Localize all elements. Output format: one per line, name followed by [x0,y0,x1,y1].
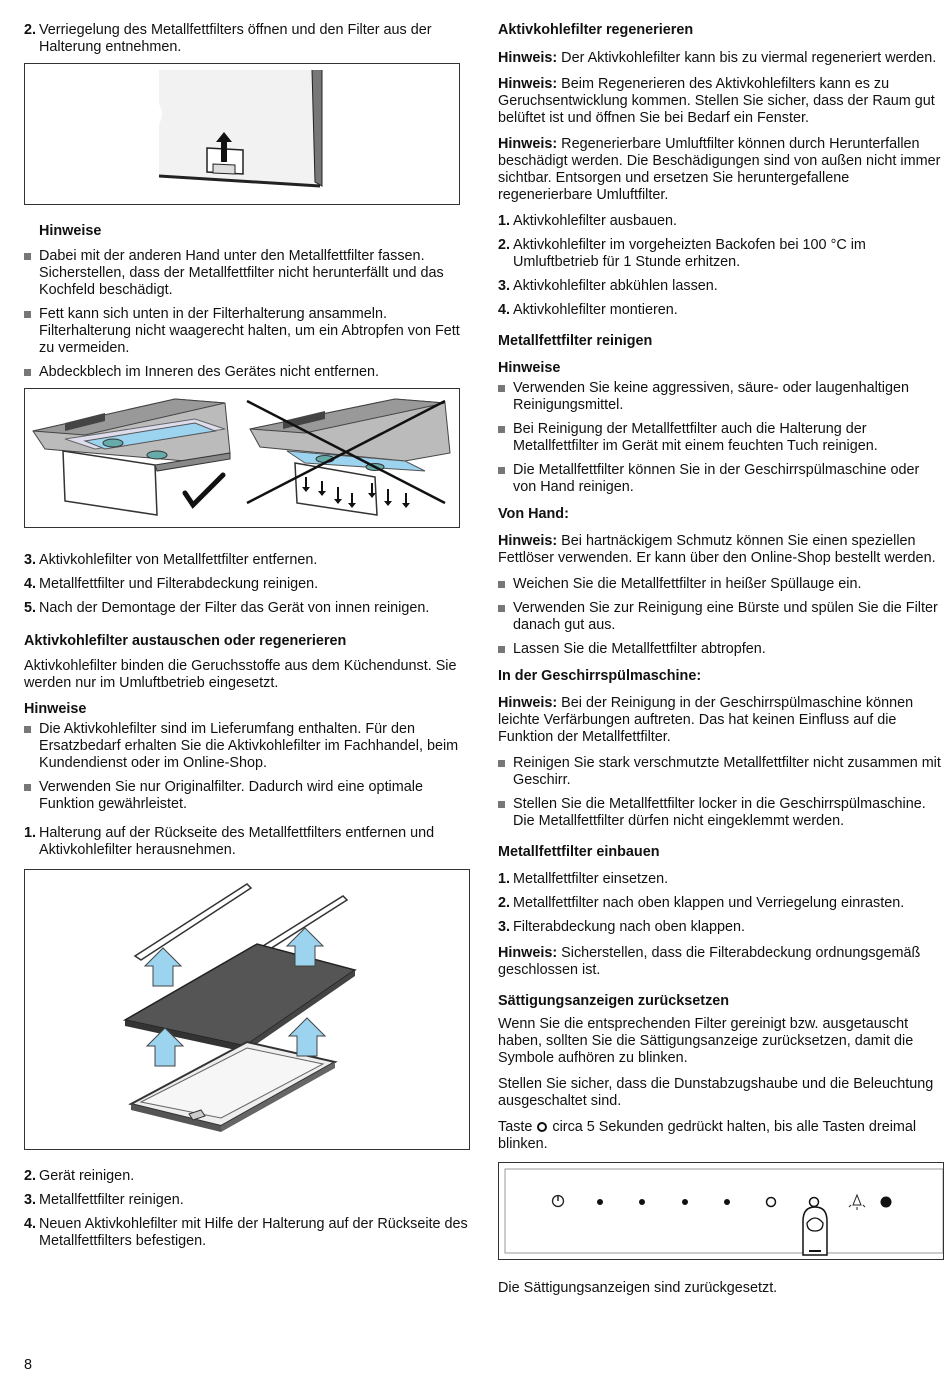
note-original-filters: Verwenden Sie nur Originalfilter. Dadurch wird eine optimale Funktion gewährleistet. [24,779,472,813]
page-number: 8 [24,1357,33,1373]
clean-note-1: Verwenden Sie keine aggressiven, säure- oder laugenhaltigen Reinigungsmittel. [498,380,944,414]
figure-carbon-filter-removal [24,869,470,1150]
clean-note-2: Bei Reinigung der Metallfettfilter auch die Halterung der Metallfettfilter im Gerät mit einem feuchten Tuch reinigen. [498,421,944,455]
note-cover-plate: Abdeckblech im Inneren des Gerätes nicht entfernen. [24,364,472,381]
note-hold-filter: Dabei mit der anderen Hand unter den Metallfettfilter fassen. Sicherstellen, dass der Metallfettfilter nicht herunterfällt und das Kochfeld beschädigt. [24,248,472,299]
correct-incorrect-illustration [25,389,459,527]
section-title-carbon-filter: Aktivkohlefilter austauschen oder regenerieren [24,633,347,649]
right-column [498,22,944,1306]
step-2-clean-device: 2. Gerät reinigen. [24,1168,135,1184]
finger-press-icon [803,1207,827,1255]
section-intro: Aktivkohlefilter binden die Geruchsstoffe aus dem Küchendunst. Sie werden nur im Umluftbetrieb eingesetzt. [24,658,457,691]
figure-correct-incorrect [24,388,460,528]
clean-title: Metallfettfilter reinigen [498,333,653,349]
reset-paragraph-3: Taste circa 5 Sekunden gedrückt halten, bis alle Tasten dreimal blinken. [498,1119,917,1152]
reset-paragraph-2: Stellen Sie sicher, dass die Dunstabzugshaube und die Beleuchtung ausgeschaltet sind. [498,1076,934,1109]
step-2-open-lock: 2. Verriegelung des Metallfettfilters öffnen und den Filter aus der Halterung entnehmen. [24,22,432,55]
step-4-attach-new: 4. Neuen Aktivkohlefilter mit Hilfe der Halterung auf der Rückseite des Metallfettfilters befestigen. [24,1216,468,1249]
dish-bullet-2: Stellen Sie die Metallfettfilter locker in die Geschirrspülmaschine. Die Metallfettfilter dürfen nicht eingeklemmt werden. [498,796,944,830]
regen-step-2: 2. Aktivkohlefilter im vorgeheizten Backofen bei 100 °C im Umluftbetrieb für 1 Stunde erhitzen. [498,237,866,270]
step-1-remove-holder: 1. Halterung auf der Rückseite des Metallfettfilters entfernen und Aktivkohlefilter herausnehmen. [24,825,435,858]
left-column [24,22,472,1257]
regen-note-3: Hinweis: Regenerierbare Umluftfilter können durch Herunterfallen beschädigt werden. Die Beschädigungen sind von außen nicht immer sichtbar. Entsorgen und ersetzen Sie heruntergefallene regenerierbare Umluftfilter. [498,136,941,203]
note-included-filters: Die Aktivkohlefilter sind im Lieferumfang enthalten. Für den Ersatzbedarf erhalten Sie die Aktivkohlefilter im Fachhandel, beim Kundendienst oder im Online-Shop. [24,721,472,772]
install-step-3: 3. Filterabdeckung nach oben klappen. [498,919,746,935]
step-4-clean-filter: 4. Metallfettfilter und Filterabdeckung reinigen. [24,576,319,592]
clean-hinweise-heading: Hinweise [498,360,561,376]
step-3-remove-carbon: 3. Aktivkohlefilter von Metallfettfilter entfernen. [24,552,318,568]
ring-button-icon [537,1122,547,1132]
install-note: Hinweis: Sicherstellen, dass die Filterabdeckung ordnungsgemäß geschlossen ist. [498,945,921,978]
step-5-clean-inside: 5. Nach der Demontage der Filter das Gerät von innen reinigen. [24,600,430,616]
step-3-clean-grease: 3. Metallfettfilter reinigen. [24,1192,184,1208]
dish-title: In der Geschirrspülmaschine: [498,668,702,684]
regen-step-3: 3. Aktivkohlefilter abkühlen lassen. [498,278,718,294]
carbon-filter-removal-illustration [25,870,469,1149]
reset-paragraph-1: Wenn Sie die entsprechenden Filter gereinigt bzw. ausgetauscht haben, sollten Sie die Sättigungsanzeige zurücksetzen, damit die Symbole aufhören zu blinken. [498,1016,914,1066]
figure-control-panel [498,1162,944,1260]
regen-note-2: Hinweis: Beim Regenerieren des Aktivkohlefilters kann es zu Geruchsentwicklung kommen. Stellen Sie sicher, dass der Raum gut belüftet ist und öffnen Sie bei Bedarf ein Fenster. [498,76,935,126]
dish-bullet-1: Reinigen Sie stark verschmutzte Metallfettfilter nicht zusammen mit Geschirr. [498,755,944,789]
regen-note-1: Hinweis: Der Aktivkohlefilter kann bis zu viermal regeneriert werden. [498,50,937,66]
hand-bullet-1: Weichen Sie die Metallfettfilter in heißer Spüllauge ein. [498,576,944,593]
hand-title: Von Hand: [498,506,569,522]
install-title: Metallfettfilter einbauen [498,844,660,860]
clean-note-3: Die Metallfettfilter können Sie in der Geschirrspülmaschine oder von Hand reinigen. [498,462,944,496]
control-panel-illustration [499,1163,943,1259]
dish-note: Hinweis: Bei der Reinigung in der Geschirrspülmaschine können leichte Verfärbungen auftreten. Das hat keinen Einfluss auf die Funktion der Metallfettfilter. [498,695,914,745]
hand-note: Hinweis: Bei hartnäckigem Schmutz können Sie einen speziellen Fettlöser verwenden. Er kann über den Online-Shop bestellt werden. [498,533,936,566]
regen-title: Aktivkohlefilter regenerieren [498,22,694,38]
note-grease-collect: Fett kann sich unten in der Filterhalterung ansammeln. Filterhalterung nicht waagerecht halten, um ein Abtropfen von Fett zu vermeiden. [24,306,472,357]
regen-step-1: 1. Aktivkohlefilter ausbauen. [498,213,677,229]
reset-title: Sättigungsanzeigen zurücksetzen [498,993,730,1009]
regen-step-4: 4. Aktivkohlefilter montieren. [498,302,678,318]
reset-done: Die Sättigungsanzeigen sind zurückgesetzt. [498,1280,778,1296]
figure-filter-lock [24,63,460,205]
install-step-1: 1. Metallfettfilter einsetzen. [498,871,669,887]
hinweise-heading-1: Hinweise [39,223,102,239]
hinweise-heading-2: Hinweise [24,701,87,717]
hand-bullet-3: Lassen Sie die Metallfettfilter abtropfen. [498,641,944,658]
install-step-2: 2. Metallfettfilter nach oben klappen und Verriegelung einrasten. [498,895,905,911]
filter-lock-illustration [25,64,459,204]
hand-bullet-2: Verwenden Sie zur Reinigung eine Bürste und spülen Sie die Filter danach gut aus. [498,600,944,634]
